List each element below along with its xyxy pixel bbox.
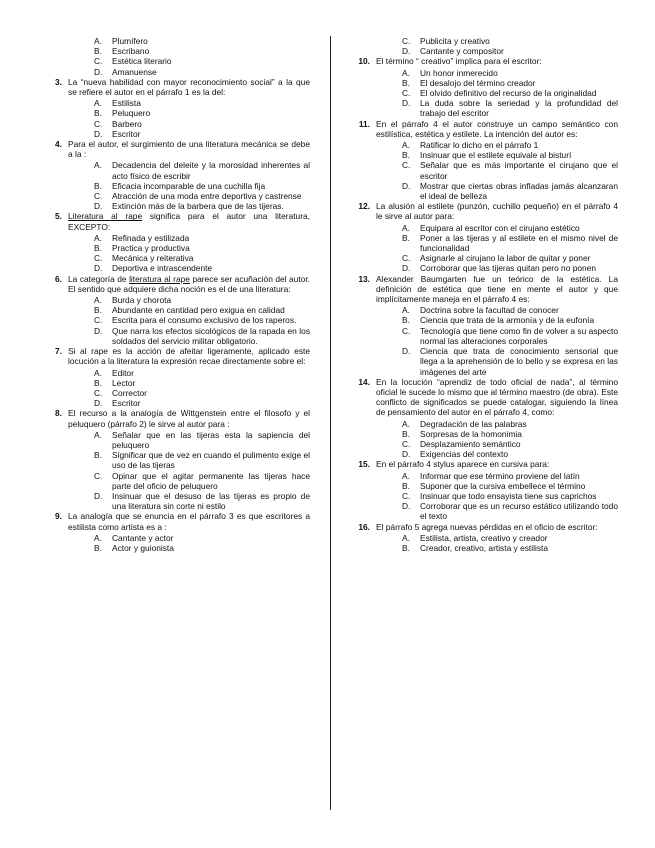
question-text <box>68 346 310 366</box>
option-letter: D. <box>402 501 411 512</box>
question <box>48 511 310 531</box>
option-text: Escritor <box>112 398 141 409</box>
option-letter: D. <box>94 325 103 336</box>
option-text: Poner a las tijeras y al estilete en el mismo nivel de funcionalidad <box>420 232 618 254</box>
option-text: Decadencia del deleite y la morosidad inherentes al acto físico de escribir <box>112 160 310 181</box>
answer-option <box>402 88 618 98</box>
option-letter: B. <box>402 480 410 491</box>
answer-option <box>94 295 310 305</box>
answer-option <box>402 439 618 449</box>
option-letter: C. <box>94 253 103 264</box>
option-text: El desalojo del término creador <box>420 77 536 88</box>
option-text: Burda y chorota <box>112 295 172 306</box>
answer-option <box>402 543 618 553</box>
answer-option <box>402 471 618 481</box>
answer-option <box>402 68 618 78</box>
option-letter: B. <box>94 305 102 316</box>
option-text: Peluquero <box>112 108 151 119</box>
answer-option <box>402 181 618 201</box>
answer-option <box>402 140 618 150</box>
option-text: Corrector <box>112 387 147 398</box>
question-body: La analogía que se enuncia en el párrafo 3 es que escritores a estilista como artista es a : <box>68 511 310 532</box>
option-text: Sorpresas de la homonimia <box>420 428 522 439</box>
option-letter: A. <box>94 429 102 440</box>
question-number: 12. <box>358 201 370 212</box>
option-letter: B. <box>94 108 102 119</box>
answer-option <box>94 430 310 450</box>
option-letter: B. <box>402 77 410 88</box>
question <box>48 408 310 428</box>
option-letter: A. <box>402 532 410 543</box>
question-text <box>376 459 618 469</box>
option-letter: D. <box>402 449 411 460</box>
option-letter: D. <box>402 98 411 109</box>
option-text: Publicita y creativo <box>420 36 490 46</box>
option-letter: C. <box>402 36 411 46</box>
answer-option <box>402 346 618 377</box>
option-letter: A. <box>402 418 410 429</box>
answer-option <box>94 201 310 211</box>
answer-option <box>94 326 310 346</box>
option-text: Editor <box>112 367 134 378</box>
option-text: Suponer que la cursiva embellece el término <box>420 480 586 491</box>
option-letter: C. <box>402 438 411 449</box>
answer-option <box>402 263 618 273</box>
option-letter: A. <box>94 532 102 543</box>
underlined-term: Literatura al rape <box>68 211 143 222</box>
option-letter: C. <box>94 315 103 326</box>
option-letter: B. <box>94 542 102 553</box>
option-text: Exigencias del contexto <box>420 449 508 460</box>
question-number: 10. <box>358 56 370 67</box>
question-body: significa para el autor una literatura, EXCEPTO: <box>68 211 310 232</box>
option-text: Informar que ese término proviene del latín <box>420 470 580 481</box>
question-text <box>376 56 618 66</box>
underlined-term: literatura al rape <box>129 273 190 284</box>
option-text: Doctrina sobre la facultad de conocer <box>420 305 559 316</box>
option-letter: D. <box>402 263 411 274</box>
option-text: Estética literario <box>112 56 172 67</box>
question <box>356 377 618 418</box>
answer-option <box>402 160 618 180</box>
option-text: Corroborar que es un recurso estático utilizando todo el texto <box>420 501 618 522</box>
option-text: Que narra los efectos sicológicos de la rapada en los soldados del servicio militar obligatorio. <box>112 325 310 346</box>
answer-option <box>94 533 310 543</box>
question <box>356 274 618 305</box>
question-body: El término “ creativo” implica para el escritor: <box>376 56 542 67</box>
question-text <box>376 522 618 532</box>
option-letter: C. <box>94 387 103 398</box>
answer-option <box>402 233 618 253</box>
question <box>356 201 618 221</box>
option-letter: D. <box>402 180 411 191</box>
answer-option <box>94 36 310 46</box>
question <box>356 522 618 532</box>
answer-option <box>402 253 618 263</box>
option-text: Insinuar que el desuso de las tijeras es propio de una literatura sin corte ni estilo <box>112 490 310 512</box>
question-text <box>68 408 310 428</box>
answer-option <box>402 46 618 56</box>
option-text: Tecnología que tiene como fin de volver a su aspecto normal las alteraciones corporales <box>420 325 618 346</box>
question-number: 7. <box>55 346 62 357</box>
question-body: La “nueva habilidad con mayor reconocimiento social” a la que se refiere el autor en el párrafo 1 es la del: <box>68 76 310 98</box>
answer-option <box>402 501 618 521</box>
option-text: Desplazamiento semántico <box>420 438 521 449</box>
option-text: Un honor inmerecido <box>420 67 498 78</box>
option-text: Mostrar que ciertas obras infladas jamás alcanzaran el ideal de belleza <box>420 180 618 202</box>
answer-option <box>402 315 618 325</box>
option-text: Creador, creativo, artista y estilista <box>420 542 549 553</box>
option-text: Corroborar que las tijeras quitan pero no ponen <box>420 263 596 274</box>
option-text: Señalar que es más importante el cirujano que el escritor <box>420 160 618 181</box>
answer-option <box>94 450 310 470</box>
option-letter: C. <box>94 56 103 67</box>
option-text: Significar que de vez en cuando el pulimento exige el uso de las tijeras <box>112 450 310 471</box>
answer-option <box>94 160 310 180</box>
option-text: Atracción de una moda entre deportiva y castrense <box>112 191 302 202</box>
option-text: Plumífero <box>112 36 148 46</box>
option-text: Practica y productiva <box>112 243 190 254</box>
answer-option <box>94 129 310 139</box>
option-text: La duda sobre la seriedad y la profundidad del trabajo del escritor <box>420 98 618 119</box>
option-text: Cantante y compositor <box>420 46 504 57</box>
answer-option <box>94 243 310 253</box>
question-text <box>376 377 618 418</box>
question <box>48 211 310 231</box>
question-body: El párrafo 5 agrega nuevas pérdidas en el oficio de escritor: <box>376 521 598 532</box>
option-text: Cantante y actor <box>112 532 174 543</box>
option-letter: B. <box>402 232 410 243</box>
question-body: En la locución “aprendiz de todo oficial de nada”, al término oficial le sucede lo mismo que al término maestro (de obra). Este conflicto de significados se puede catalogar, siguiendo la línea de pensamiento del autor en el párrafo 4, como: <box>376 376 618 418</box>
option-text: Extinción más de la barbera que de las tijeras. <box>112 201 284 212</box>
option-letter: B. <box>94 46 102 57</box>
option-text: Asignarle al cirujano la labor de quitar y poner <box>420 253 591 264</box>
option-text: Barbero <box>112 118 142 129</box>
answer-option <box>94 98 310 108</box>
question-text <box>376 201 618 221</box>
option-letter: B. <box>94 450 102 461</box>
answer-option <box>94 398 310 408</box>
option-text: Deportiva e intrascendente <box>112 263 213 274</box>
question-number: 11. <box>358 118 370 129</box>
question <box>48 139 310 159</box>
option-text: Ratificar lo dicho en el párrafo 1 <box>420 140 539 151</box>
option-text: El olvido definitivo del recurso de la originalidad <box>420 88 597 99</box>
answer-option <box>402 305 618 315</box>
question-prefix: La categoría de <box>68 273 130 284</box>
question <box>356 459 618 469</box>
question-text <box>68 274 310 294</box>
answer-option <box>402 326 618 346</box>
answer-option <box>94 233 310 243</box>
answer-option <box>402 491 618 501</box>
question-text <box>68 211 310 231</box>
option-letter: C. <box>402 160 411 171</box>
option-letter: A. <box>94 160 102 171</box>
answer-option <box>94 181 310 191</box>
option-letter: C. <box>402 325 411 336</box>
option-text: Ciencia que trata de conocimiento sensorial que llega a la aprehensión de lo bello y se expresa en las imágenes del arte <box>420 346 618 377</box>
option-letter: D. <box>94 398 103 409</box>
question-body: En el párrafo 4 el autor construye un campo semántico con estilística, estética y estilete. La intención del autor es: <box>376 118 618 139</box>
option-text: Amanuense <box>112 66 157 77</box>
answer-option <box>94 191 310 201</box>
option-letter: D. <box>94 201 103 212</box>
option-letter: A. <box>94 367 102 378</box>
answer-option <box>402 150 618 160</box>
option-letter: D. <box>94 263 103 274</box>
option-letter: C. <box>402 253 411 264</box>
answer-option <box>94 388 310 398</box>
answer-option <box>402 223 618 233</box>
answer-option <box>402 419 618 429</box>
option-text: Lector <box>112 377 136 388</box>
answer-option <box>94 119 310 129</box>
question-number: 14. <box>358 376 370 387</box>
option-text: Refinada y estilizada <box>112 232 190 243</box>
question-text <box>376 119 618 139</box>
answer-option <box>402 449 618 459</box>
answer-option <box>94 368 310 378</box>
option-letter: D. <box>402 46 411 57</box>
option-letter: C. <box>94 191 103 202</box>
question-body: La alusión al estilete (punzón, cuchillo pequeño) en el párrafo 4 le sirve al autor para: <box>376 201 618 222</box>
answer-option <box>94 263 310 273</box>
option-letter: A. <box>94 232 102 243</box>
question-body: parece ser acuñación del autor. El sentido que adquiere dicha noción es el de una literatura: <box>68 273 310 294</box>
answer-option <box>94 46 310 56</box>
option-letter: B. <box>402 150 410 161</box>
question-number: 9. <box>55 511 62 522</box>
question-number: 13. <box>358 273 370 284</box>
option-letter: C. <box>94 470 103 481</box>
answer-option <box>94 378 310 388</box>
option-letter: A. <box>94 295 102 306</box>
question <box>48 274 310 294</box>
answer-option <box>402 98 618 118</box>
option-text: Insinuar que todo ensayista tiene sus caprichos <box>420 490 597 501</box>
option-letter: A. <box>402 67 410 78</box>
option-letter: B. <box>402 428 410 439</box>
question-text <box>68 139 310 159</box>
option-letter: A. <box>402 470 410 481</box>
question <box>48 346 310 366</box>
question-number: 6. <box>55 273 62 284</box>
option-letter: A. <box>402 222 410 233</box>
option-letter: B. <box>402 315 410 326</box>
question-text <box>68 77 310 97</box>
option-letter: B. <box>94 377 102 388</box>
answer-option <box>94 491 310 511</box>
option-text: Equipara al escritor con el cirujano estético <box>420 222 580 233</box>
option-text: Escritor <box>112 128 141 139</box>
option-text: Insinuar que el estilete equivale al bisturí <box>420 150 572 161</box>
right-column <box>356 36 618 553</box>
answer-option <box>402 533 618 543</box>
option-letter: B. <box>402 542 410 553</box>
answer-option <box>402 481 618 491</box>
left-column <box>48 36 310 553</box>
option-text: Mecánica y reiterativa <box>112 253 194 264</box>
option-letter: B. <box>94 243 102 254</box>
answer-option <box>402 429 618 439</box>
option-letter: D. <box>94 490 103 501</box>
option-letter: C. <box>402 88 411 99</box>
question-body: Si al rape es la acción de afeitar ligeramente, aplicado este locución a la literatura la expresión recae directamente sobre el: <box>68 346 310 367</box>
question-body: El recurso a la analogía de Wittgenstein entre el filosofo y el peluquero (párrafo 2) le sirve al autor para : <box>68 408 310 429</box>
answer-option <box>94 315 310 325</box>
option-text: Ciencia que trata de la armonía y de la eufonía <box>420 315 595 326</box>
option-text: Opinar que el agitar permanente las tijeras hace parte del oficio de peluquero <box>112 470 310 491</box>
option-letter: C. <box>402 490 411 501</box>
answer-option <box>94 253 310 263</box>
answer-option <box>402 78 618 88</box>
option-text: Degradación de las palabras <box>420 418 527 429</box>
answer-option <box>94 305 310 315</box>
answer-option <box>94 543 310 553</box>
option-letter: A. <box>94 98 102 109</box>
question-number: 5. <box>55 211 62 222</box>
question-text <box>68 511 310 531</box>
question <box>356 56 618 66</box>
question-number: 3. <box>55 76 62 87</box>
column-divider <box>330 36 331 810</box>
question-number: 8. <box>55 408 62 419</box>
option-text: Escrita para el consumo exclusivo de los raperos. <box>112 315 297 326</box>
option-text: Estilista, artista, creativo y creador <box>420 532 548 543</box>
option-text: Escribano <box>112 46 150 57</box>
option-text: Abundante en cantidad pero exigua en calidad <box>112 305 285 316</box>
answer-option <box>402 36 618 46</box>
question-number: 16. <box>358 521 370 532</box>
option-letter: D. <box>402 346 411 357</box>
option-text: Estilista <box>112 98 141 109</box>
question-body: Para el autor, el surgimiento de una literatura mecánica se debe a la : <box>68 139 310 160</box>
option-letter: A. <box>94 36 102 46</box>
option-letter: D. <box>94 66 103 77</box>
question-number: 4. <box>55 139 62 150</box>
question-text <box>376 274 618 305</box>
option-letter: B. <box>94 180 102 191</box>
question <box>356 119 618 139</box>
option-letter: C. <box>94 118 103 129</box>
option-text: Señalar que en las tijeras esta la sapiencia del peluquero <box>112 429 310 450</box>
option-letter: A. <box>402 140 410 151</box>
question-body: En el párrafo 4 stylus aparece en cursiva para: <box>376 459 550 470</box>
question-number: 15. <box>358 459 370 470</box>
answer-option <box>94 56 310 66</box>
option-letter: A. <box>402 305 410 316</box>
answer-option <box>94 67 310 77</box>
answer-option <box>94 471 310 491</box>
question <box>48 77 310 97</box>
answer-option <box>94 108 310 118</box>
option-text: Actor y guionista <box>112 542 174 553</box>
question-body: Alexander Baumgarten fue un teórico de la estética. La definición de estética que tiene en mente el autor y que implícitamente maneja en el párrafo 4 es: <box>376 273 618 305</box>
option-text: Eficacia incomparable de una cuchilla fija <box>112 180 266 191</box>
option-letter: D. <box>94 128 103 139</box>
